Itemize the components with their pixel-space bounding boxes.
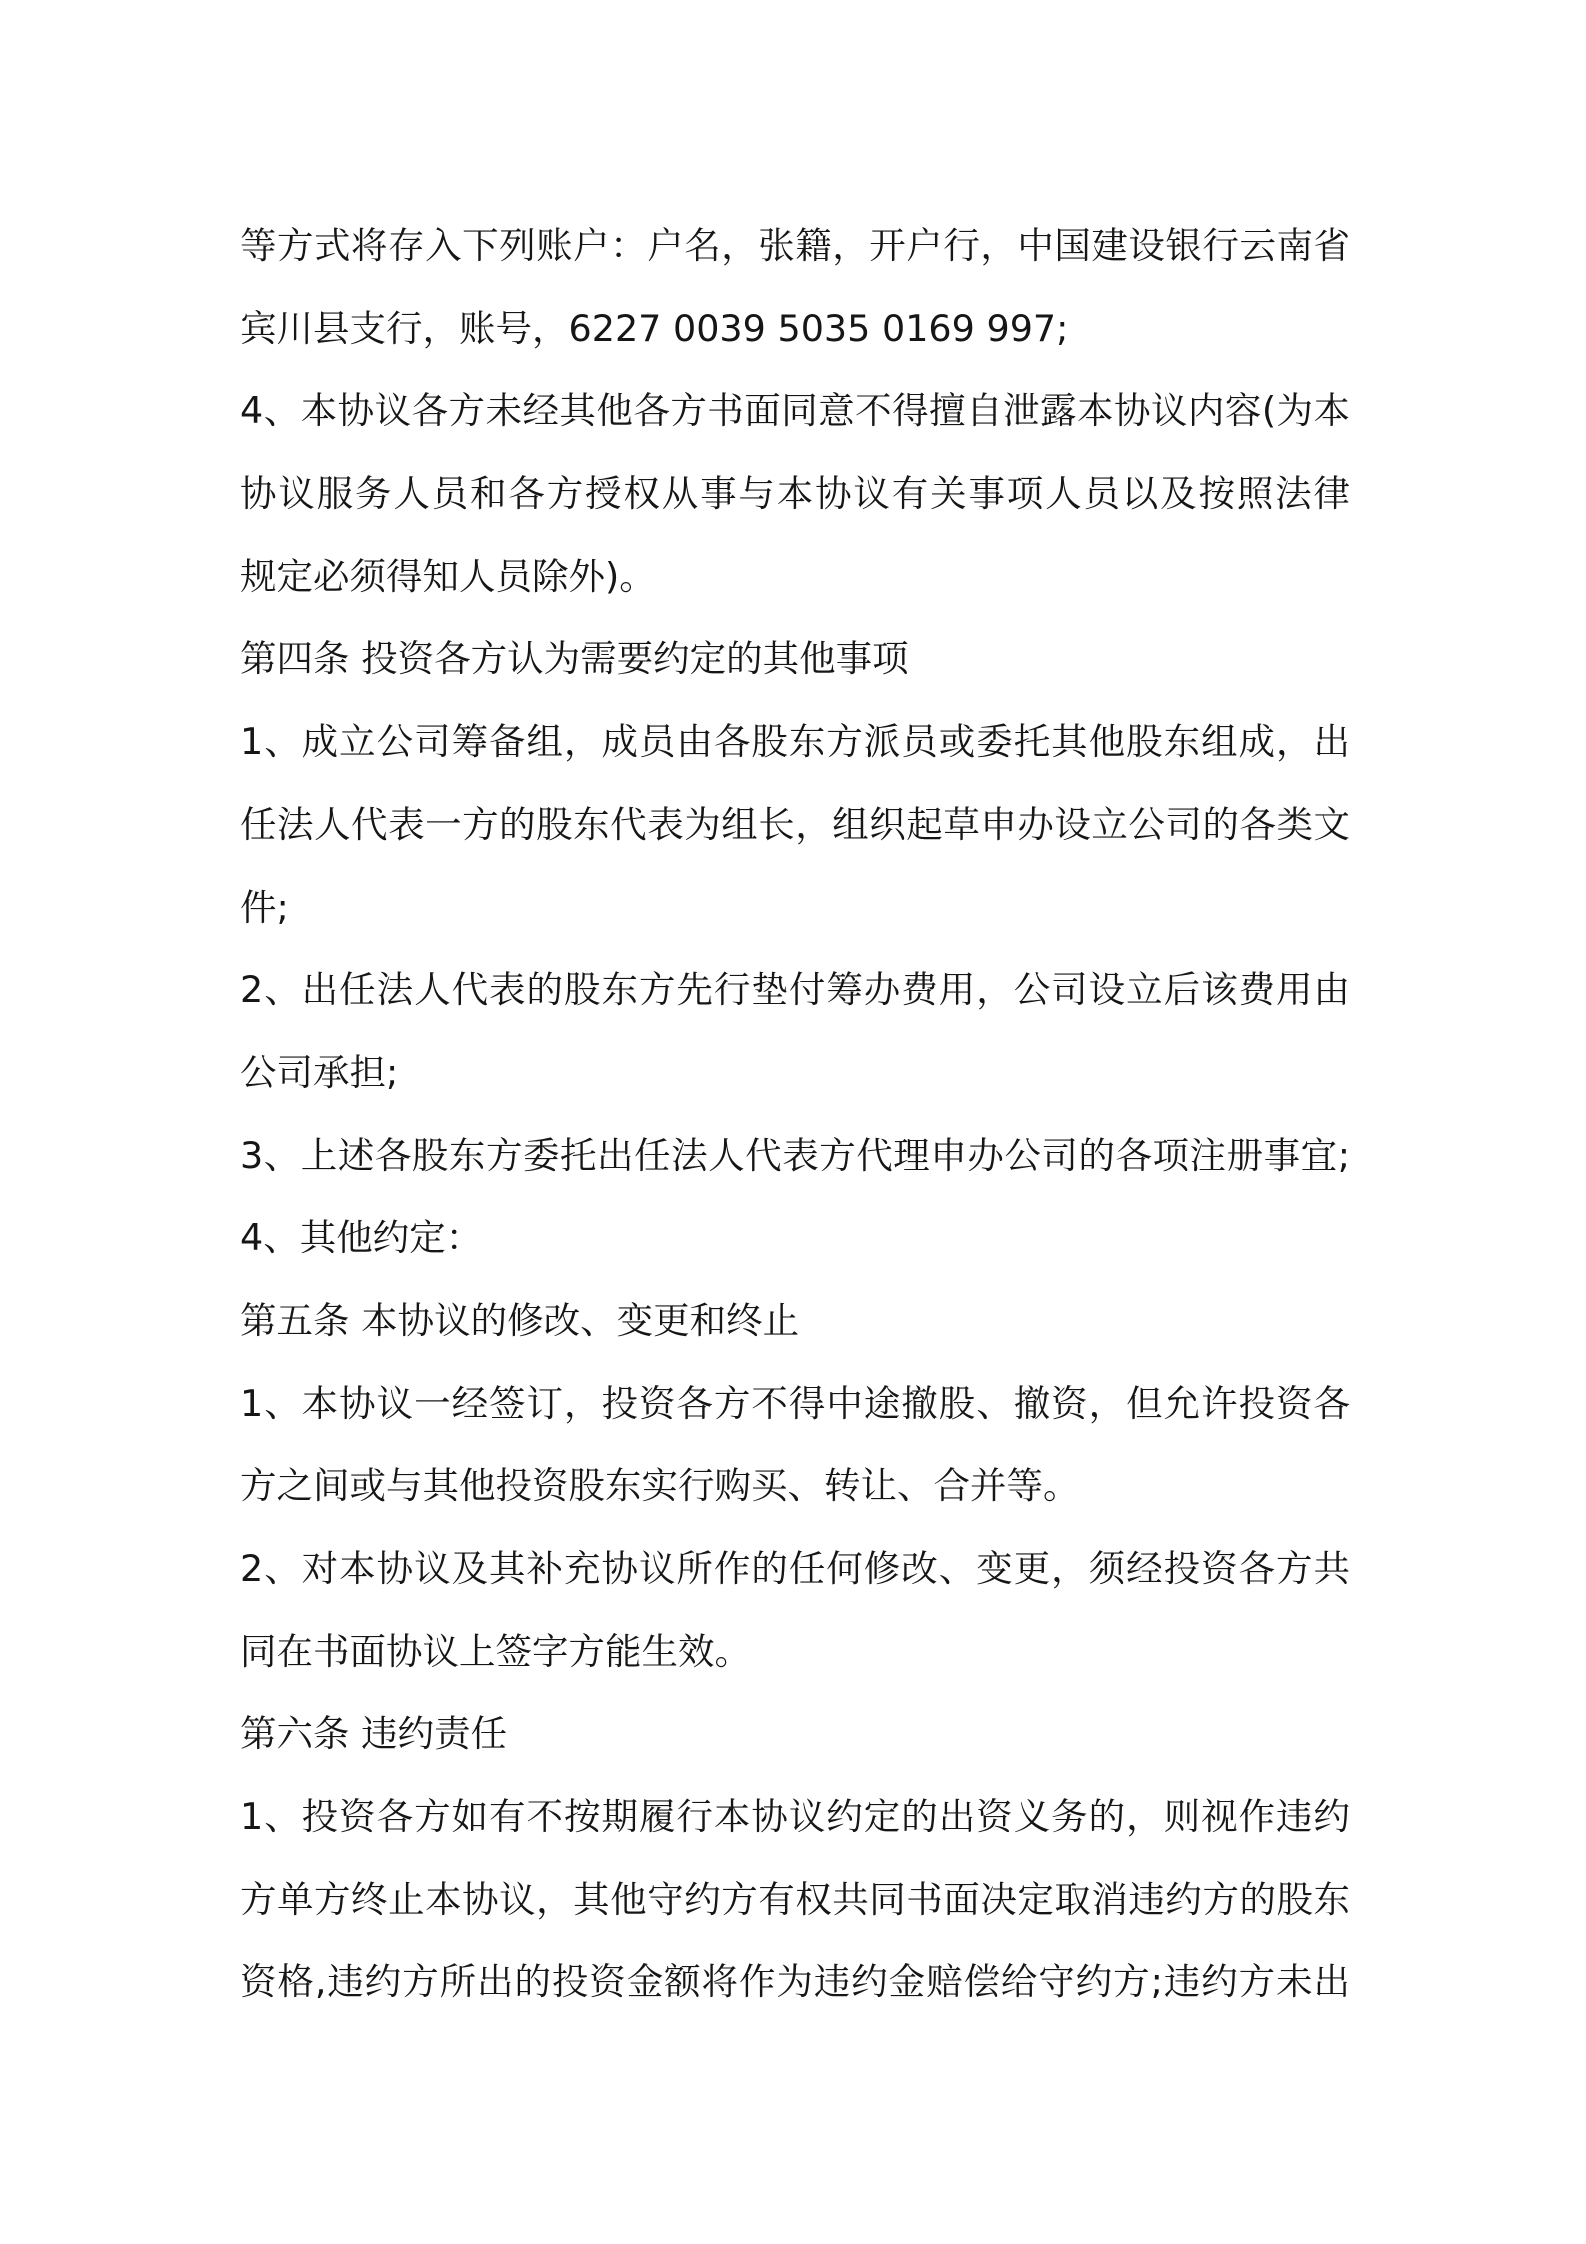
body-line: 资格,违约方所出的投资金额将作为违约金赔偿给守约方;违约方未出 [240,1960,1350,2004]
body-line: 方之间或与其他投资股东实行购买、转让、合并等。 [240,1464,1080,1508]
body-line: 规定必须得知人员除外)。 [240,554,656,598]
body-line: 2、出任法人代表的股东方先行垫付筹办费用，公司设立后该费用由 [240,968,1350,1012]
body-line: 4、其他约定： [240,1216,483,1260]
body-line: 公司承担; [240,1050,399,1094]
body-line: 3、上述各股东方委托出任法人代表方代理申办公司的各项注册事宜; [240,1133,1350,1177]
body-line: 1、成立公司筹备组，成员由各股东方派员或委托其他股东组成，出 [240,720,1350,764]
body-line: 1、本协议一经签订，投资各方不得中途撤股、撤资，但允许投资各 [240,1381,1350,1425]
body-line: 件; [240,885,289,929]
body-line: 宾川县支行，账号，6227 0039 5035 0169 997; [240,306,1069,350]
section-heading: 第五条 本协议的修改、变更和终止 [240,1298,800,1342]
body-line: 协议服务人员和各方授权从事与本协议有关事项人员以及按照法律 [240,472,1350,516]
body-line: 1、投资各方如有不按期履行本协议约定的出资义务的，则视作违约 [240,1795,1350,1839]
body-line: 任法人代表一方的股东代表为组长，组织起草申办设立公司的各类文 [240,802,1350,846]
section-heading: 第四条 投资各方认为需要约定的其他事项 [240,637,909,681]
section-heading: 第六条 违约责任 [240,1712,508,1756]
body-line: 等方式将存入下列账户：户名，张籍，开户行，中国建设银行云南省 [240,224,1350,267]
body-line: 方单方终止本协议，其他守约方有权共同书面决定取消违约方的股东 [240,1877,1350,1921]
document-body [240,205,1350,2024]
body-line: 4、本协议各方未经其他各方书面同意不得擅自泄露本协议内容(为本 [240,389,1350,433]
body-line: 2、对本协议及其补充协议所作的任何修改、变更，须经投资各方共 [240,1547,1350,1590]
body-line: 同在书面协议上签字方能生效。 [240,1629,751,1673]
